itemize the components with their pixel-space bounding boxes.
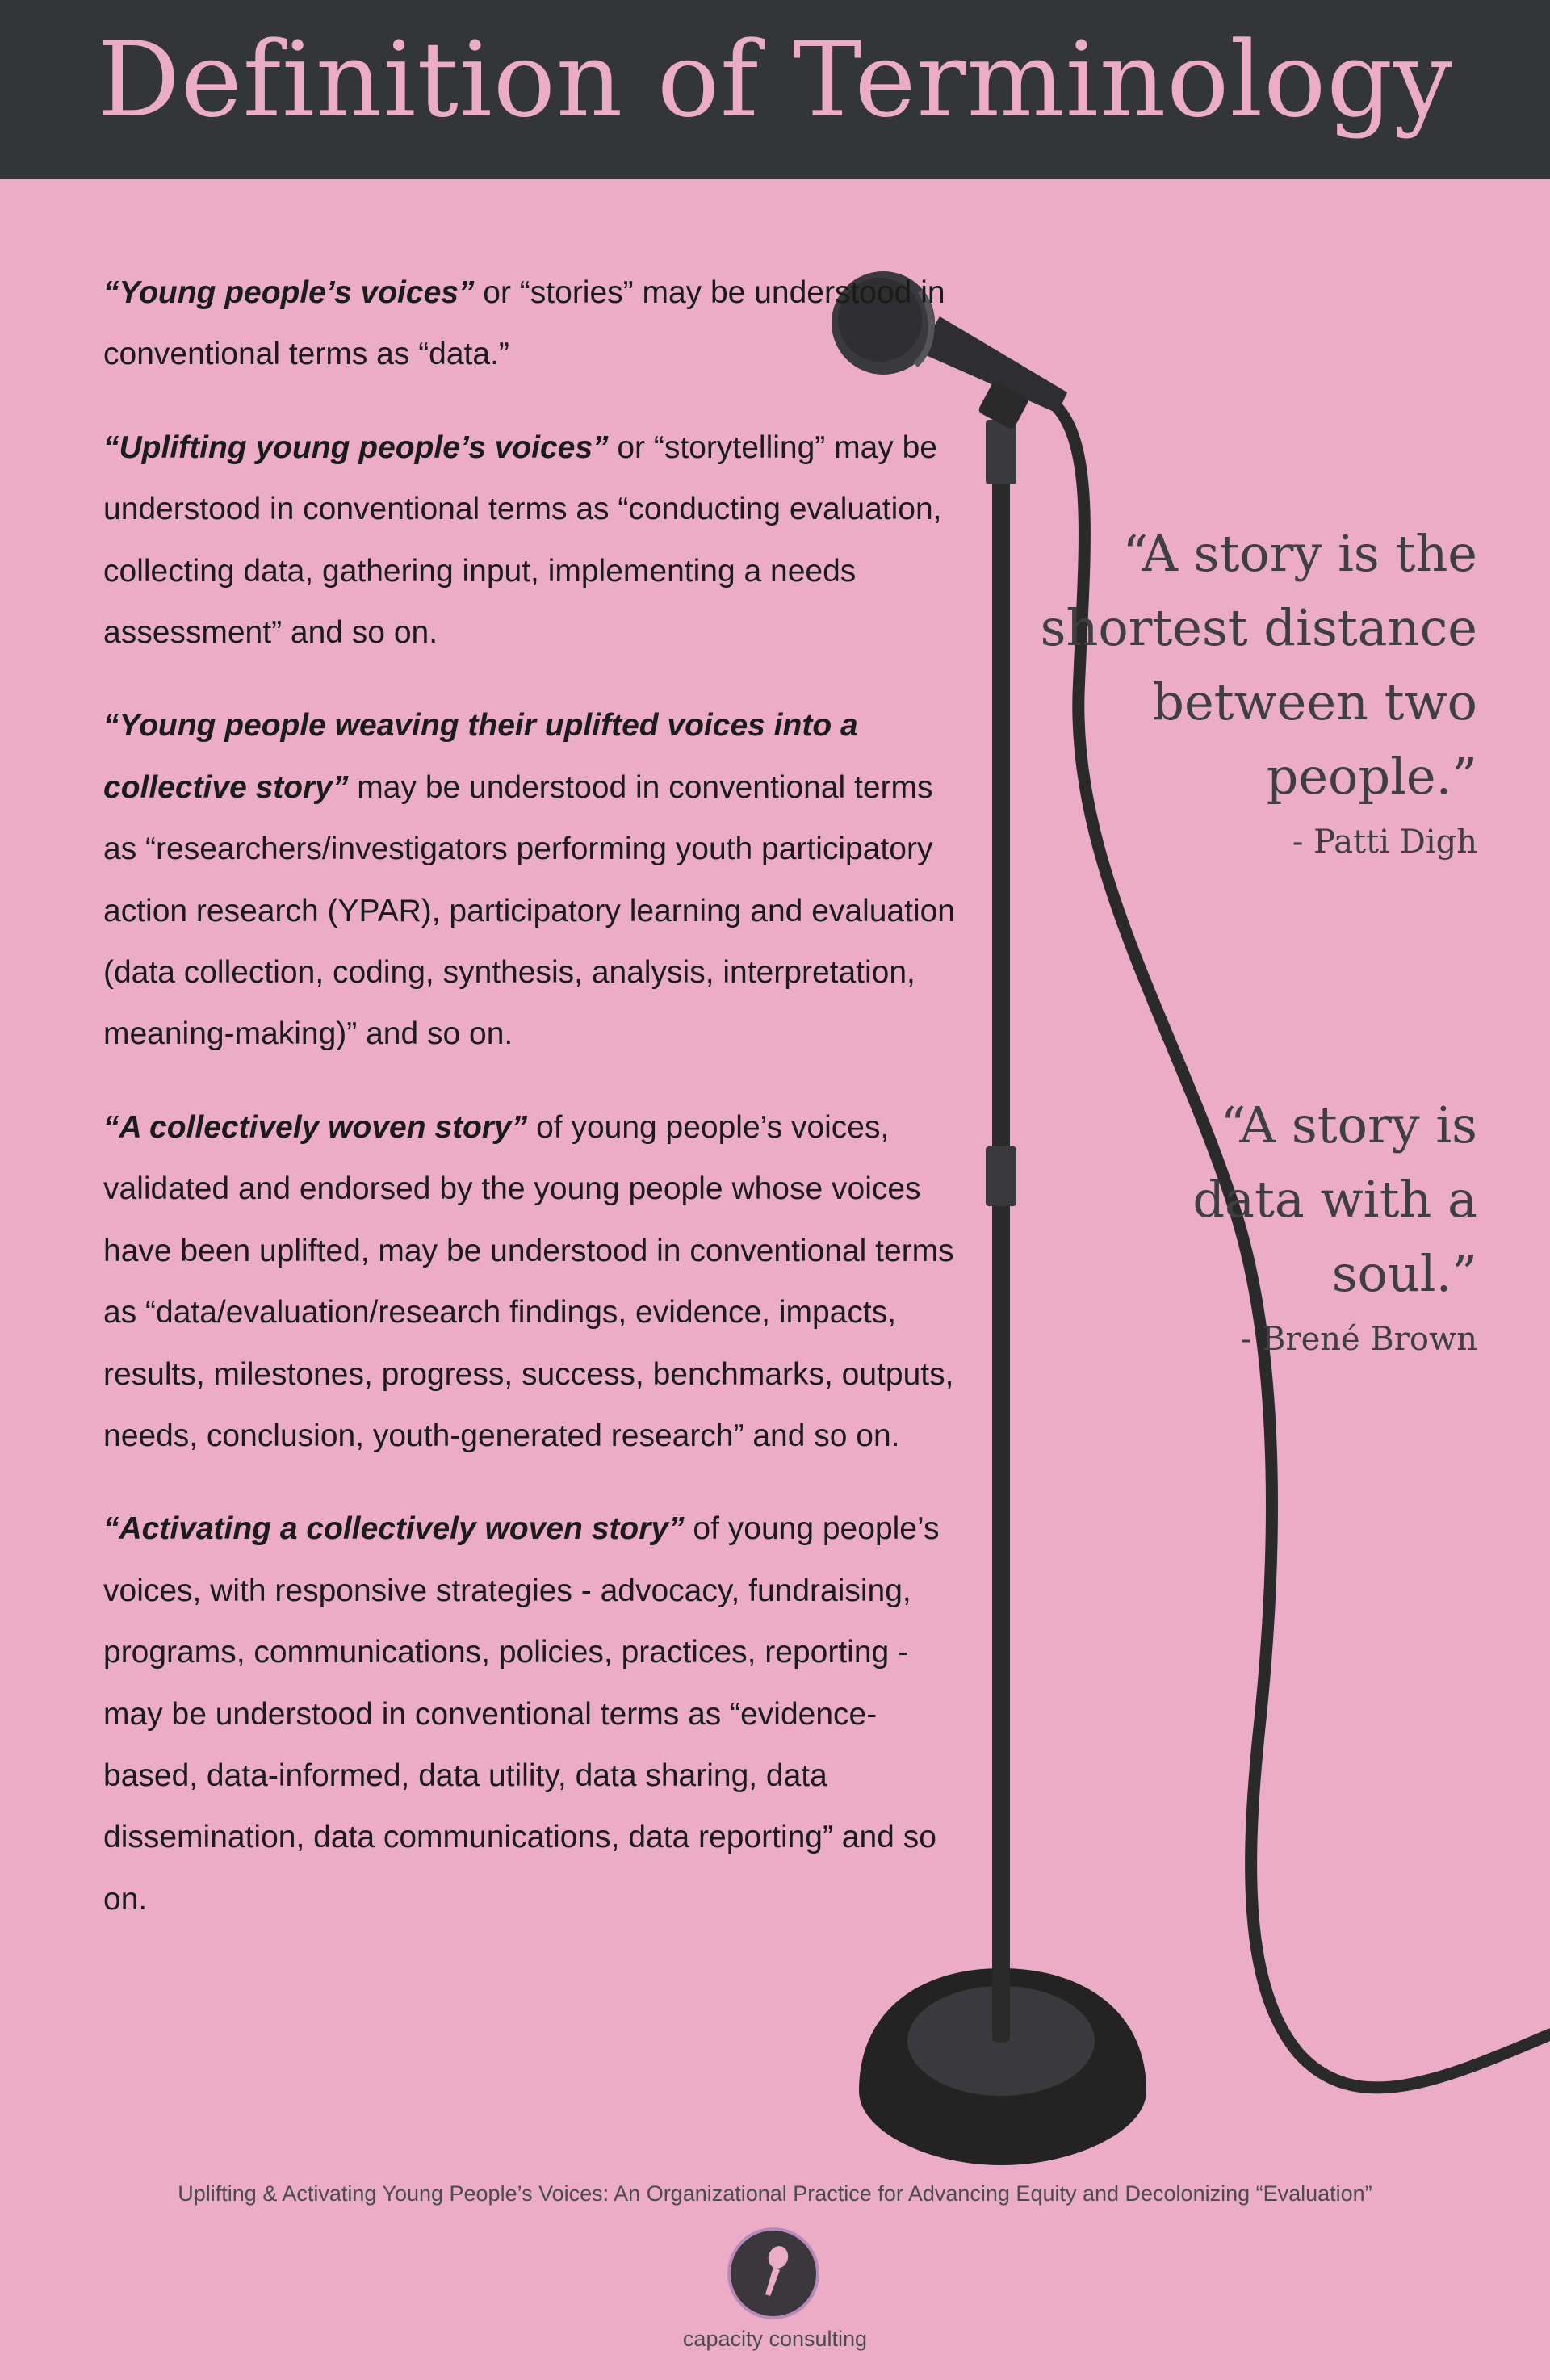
microphone-stand-pole [992, 420, 1010, 2043]
definition-text: or “storytelling” may be understood in conventional terms as “conducting evaluation, collecting data, gathering input, implementing a needs assessment” and so on. [103, 429, 942, 651]
microphone-stand-clamp-upper [986, 420, 1016, 484]
brand-name: capacity consulting [682, 2327, 868, 2351]
definitions-list [103, 262, 959, 1962]
quote-brene-brown [1138, 1088, 1477, 1361]
definition-term: “Young people’s voices” [103, 275, 475, 310]
definition-term: “Young people weaving their uplifted voices into a collective story” [103, 708, 858, 805]
quote-text: “A story is the shortest distance between two people.” [1040, 524, 1477, 806]
footer-caption: Uplifting & Activating Young People’s Voices: An Organizational Practice for Advancing Equity and Decolonizing “Evaluation” [178, 2181, 1372, 2206]
quote-patti-digh [1025, 517, 1477, 864]
definition-term: “A collectively woven story” [103, 1109, 528, 1145]
page-title: Definition of Terminology [97, 20, 1453, 140]
definition-uplifting-voices [103, 417, 959, 664]
quote-attribution: - Patti Digh [1292, 823, 1477, 861]
definition-text: may be understood in conventional terms as “researchers/investigators performing youth participatory action research (YPAR), participatory learning and evaluation (data collection, coding, synthesis, analysis, interpretation, meaning-making)” and so on. [103, 769, 955, 1052]
definition-text: or “stories” may be understood in conventional terms as “data.” [103, 275, 945, 372]
definition-activating-story [103, 1498, 959, 1930]
definition-young-peoples-voices [103, 262, 959, 386]
definition-text: of young people’s voices, with responsive strategies - advocacy, fundraising, programs, communications, policies, practices, reporting - may be understood in conventional terms as “evidence-based, data-informed, data utility, data sharing, data dissemination, data communications, data reporting” and so on. [103, 1511, 940, 1917]
definition-collectively-woven-story [103, 1097, 959, 1467]
definition-weaving-collective-story [103, 695, 959, 1065]
microphone-stand-clamp-middle [986, 1146, 1016, 1206]
definition-text: of young people’s voices, validated and endorsed by the young people whose voices have been uplifted, may be understood in conventional terms as “data/evaluation/research findings, evidence, impacts, results, milestones, progress, success, benchmarks, outputs, needs, conclusion, youth-generated research” and so on. [103, 1109, 954, 1453]
quote-text: “A story is data with a soul.” [1192, 1096, 1477, 1303]
definition-term: “Uplifting young people’s voices” [103, 429, 609, 465]
definition-term: “Activating a collectively woven story” [103, 1511, 685, 1547]
quote-attribution: - Brené Brown [1240, 1321, 1477, 1358]
microphone-logo-icon [727, 2227, 820, 2320]
